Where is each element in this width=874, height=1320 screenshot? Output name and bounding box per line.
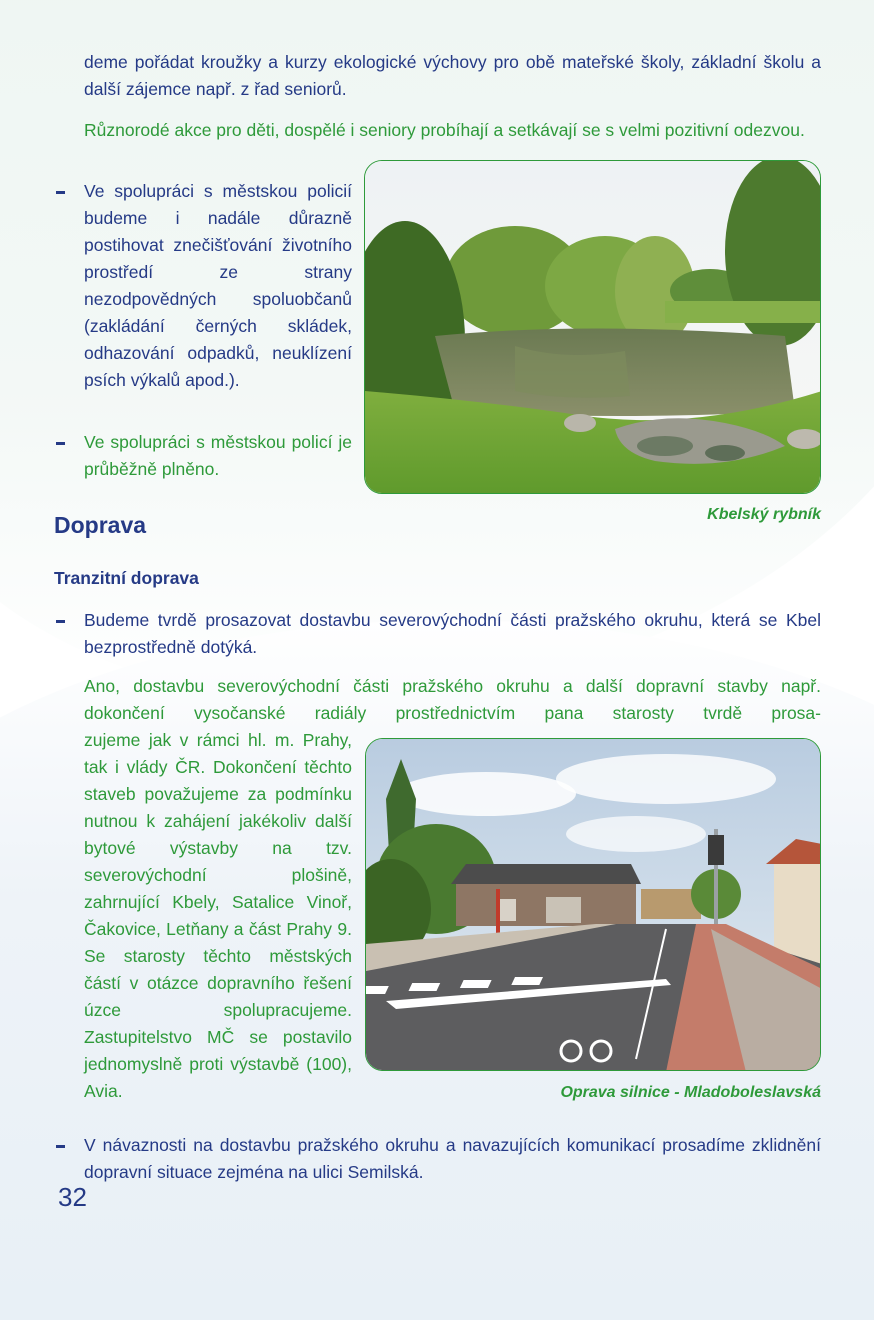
- road-illustration: [366, 739, 821, 1071]
- ecology-bullet-1: Ve spolupráci s městskou policií budeme i nadále důrazně postihovat znečišťování životního prostředí ze strany nezodpovědných spoluobčanů (zakládání černých skládek, odhazování odpadků, neuklízení psích výkalů apod.).: [84, 181, 352, 390]
- road-photo-caption: Oprava silnice - Mladoboleslavská: [560, 1084, 821, 1101]
- transit-answer-intro: Ano, dostavbu severovýchodní části pražského okruhu a další dopravní stavby např. dokončení vysočanské radiály prostřednictvím pana starosty tvrdě prosa-: [84, 676, 821, 723]
- intro-paragraph: deme pořádat kroužky a kurzy ekologické výchovy pro obě mateřské školy, základní školu a další zájemce např. z řad seniorů.: [84, 52, 821, 99]
- pond-photo: [364, 160, 821, 494]
- section-subtitle: Tranzitní doprava: [54, 568, 199, 588]
- bullet-marker: [56, 620, 65, 623]
- transit-bullet-1: Budeme tvrdě prosazovat dostavbu severovýchodní části pražského okruhu, která se Kbel bezprostředně dotýká.: [84, 610, 821, 657]
- bullet-marker: [56, 191, 65, 194]
- intro-response-paragraph: Různorodé akce pro děti, dospělé i seniory probíhají a setkávají se s velmi pozitivní odezvou.: [84, 120, 805, 140]
- pond-illustration: [365, 161, 821, 494]
- bullet-marker: [56, 442, 65, 445]
- ecology-bullet-2: Ve spolupráci s městskou policí je průběžně plněno.: [84, 432, 352, 479]
- transit-answer-rest: zujeme jak v rámci hl. m. Prahy, tak i vlády ČR. Dokončení těchto staveb považujeme za podmínku nutnou k zahájení jakékoliv další bytové výstavby na tzv. severovýchodní plošině, zahrnující Kbely, Satalice Vinoř, Čakovice, Letňany a část Prahy 9. Se starosty těchto městských částí v otázce dopravního řešení úzce spolupracujeme. Zastupitelstvo MČ se postavilo jednomyslně proti výstavbě (100), Avia.: [84, 730, 352, 1101]
- section-title: Doprava: [54, 512, 147, 538]
- pond-photo-caption: Kbelský rybník: [707, 506, 821, 523]
- transit-bullet-2: V návaznosti na dostavbu pražského okruhu a navazujících komunikací prosadíme zklidnění dopravní situace zejména na ulici Semilská.: [84, 1135, 821, 1182]
- bullet-marker: [56, 1145, 65, 1148]
- page-number: 32: [58, 1182, 87, 1212]
- road-photo: [365, 738, 821, 1071]
